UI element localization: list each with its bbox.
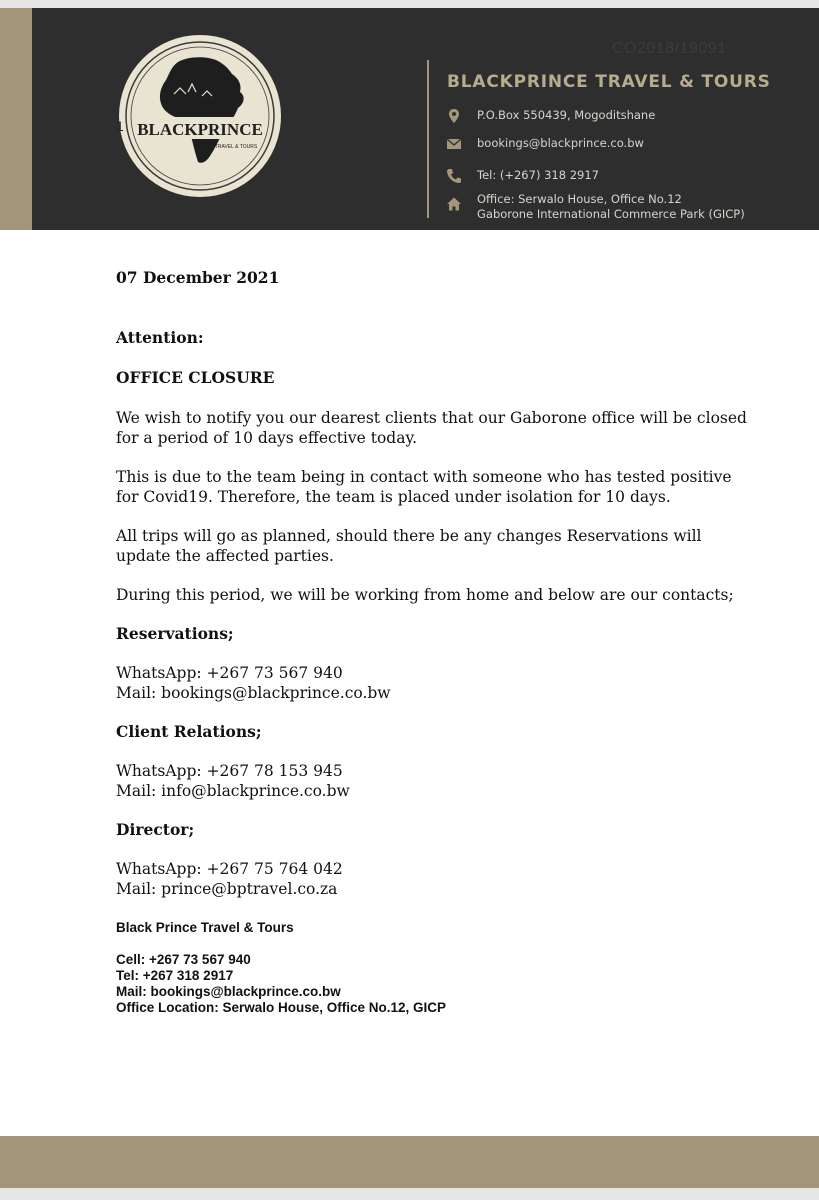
- paragraph-4: During this period, we will be working from home and below are our contacts;: [116, 586, 734, 604]
- address-text: P.O.Box 550439, Mogoditshane: [477, 108, 656, 122]
- logo-page-mark: 1: [116, 118, 124, 134]
- signature-block: [116, 952, 736, 1016]
- office-text-line2: Gaborone International Commerce Park (GICP): [477, 207, 745, 221]
- client-relations-heading: Client Relations;: [116, 722, 262, 741]
- paragraph-3-line-1: All trips will go as planned, should there be any changes Reservations will: [116, 527, 702, 545]
- logo-wordmark: BLACKPRINCE: [137, 120, 263, 139]
- paragraph-3: [116, 526, 736, 566]
- letter-date: 07 December 2021: [116, 268, 280, 287]
- client-relations-whatsapp: WhatsApp: +267 78 153 945: [116, 762, 343, 780]
- top-border: [0, 0, 819, 8]
- reservations-whatsapp: WhatsApp: +267 73 567 940: [116, 664, 343, 682]
- phone-icon: [446, 168, 462, 184]
- registration-number: CO2018/19091: [612, 40, 727, 57]
- paragraph-1-line-2: for a period of 10 days effective today.: [116, 429, 418, 447]
- bottom-border: [0, 1188, 819, 1200]
- letter-subject: OFFICE CLOSURE: [116, 368, 275, 387]
- company-logo: [118, 34, 282, 198]
- header-divider: [427, 60, 429, 218]
- envelope-icon: [446, 136, 462, 152]
- paragraph-1: [116, 408, 747, 448]
- paragraph-2-line-1: This is due to the team being in contact with someone who has tested positive: [116, 468, 732, 486]
- home-icon: [446, 196, 462, 212]
- reservations-heading: Reservations;: [116, 624, 234, 643]
- client-relations-mail: Mail: info@blackprince.co.bw: [116, 782, 350, 800]
- director-mail: Mail: prince@bptravel.co.za: [116, 880, 338, 898]
- signature-office: Office Location: Serwalo House, Office No.12, GICP: [116, 1000, 447, 1015]
- letter-body: [116, 268, 747, 899]
- footer-band: [0, 1136, 819, 1188]
- director-heading: Director;: [116, 820, 195, 839]
- header-accent-strip: [0, 8, 32, 230]
- attention-label: Attention:: [116, 328, 204, 347]
- signature-cell: Cell: +267 73 567 940: [116, 952, 251, 967]
- letterhead: [32, 8, 819, 230]
- svg-text:TRAVEL & TOURS: TRAVEL & TOURS: [214, 144, 258, 150]
- reservations-mail: Mail: bookings@blackprince.co.bw: [116, 684, 391, 702]
- paragraph-1-line-1: We wish to notify you our dearest clients that our Gaborone office will be closed: [116, 409, 747, 427]
- signature-name: Black Prince Travel & Tours: [116, 920, 294, 935]
- phone-text: Tel: (+267) 318 2917: [477, 168, 599, 182]
- signature-tel: Tel: +267 318 2917: [116, 968, 234, 983]
- location-pin-icon: [446, 108, 462, 124]
- director-whatsapp: WhatsApp: +267 75 764 042: [116, 860, 343, 878]
- company-name: BLACKPRINCE TRAVEL & TOURS: [447, 72, 771, 92]
- email-text: bookings@blackprince.co.bw: [477, 136, 644, 150]
- paragraph-2: [116, 467, 736, 507]
- paragraph-2-line-2: for Covid19. Therefore, the team is placed under isolation for 10 days.: [116, 488, 671, 506]
- signature-mail: Mail: bookings@blackprince.co.bw: [116, 984, 341, 999]
- office-text-line1: Office: Serwalo House, Office No.12: [477, 192, 682, 206]
- paragraph-3-line-2: update the affected parties.: [116, 547, 334, 565]
